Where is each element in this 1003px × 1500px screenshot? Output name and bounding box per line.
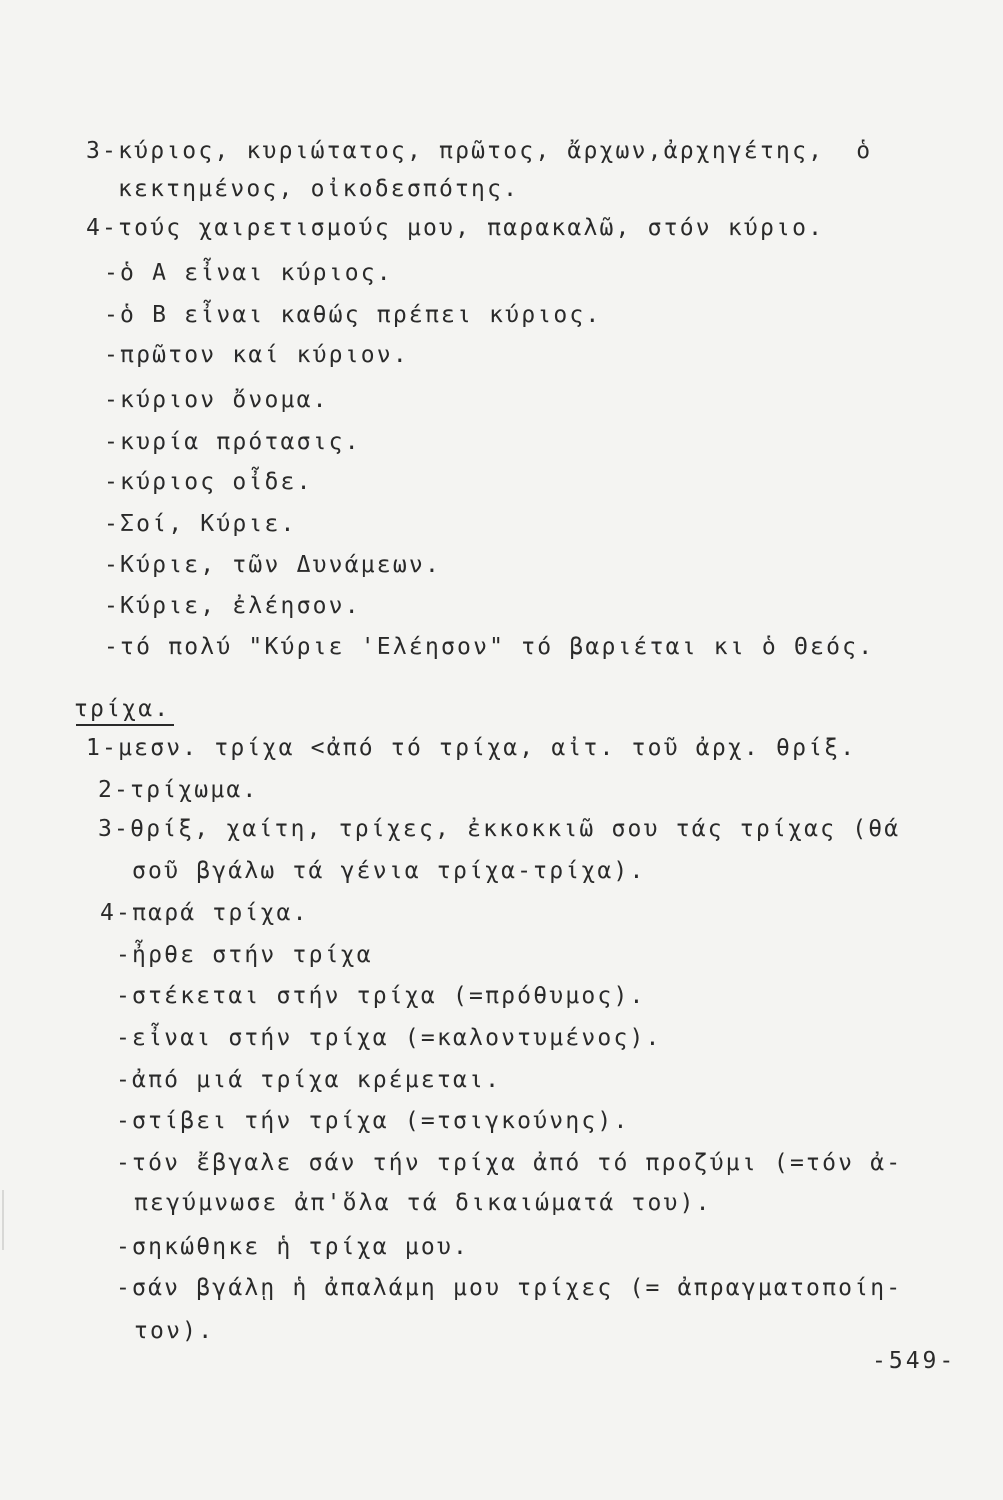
headword-underline <box>76 724 174 726</box>
text-line: 4-τούς χαιρετισμούς μου, παρακαλῶ, στόν κύριο. <box>86 215 825 241</box>
text-line: 4-παρά τρίχα. <box>100 900 309 926</box>
text-line: -ὁ Β εἶναι καθώς πρέπει κύριος. <box>104 302 602 328</box>
text-line: 2-τρίχωμα. <box>98 777 259 803</box>
text-line: -ἀπό μιά τρίχα κρέμεται. <box>116 1067 502 1093</box>
text-line: -ὁ Α εἶναι κύριος. <box>104 260 393 286</box>
text-line: 3-κύριος, κυριώτατος, πρῶτος, ἄρχων,ἀρχηγέτης, ὁ <box>86 138 873 164</box>
text-line: -Κύριε, τῶν Δυνάμεων. <box>104 552 441 578</box>
text-line: -πρῶτον καί κύριον. <box>104 342 409 368</box>
text-line: 3-θρίξ, χαίτη, τρίχες, ἐκκοκκιῶ σου τάς τρίχας (θά <box>98 816 901 842</box>
text-line: -Κύριε, ἐλέησον. <box>104 593 361 619</box>
text-line: -σηκώθηκε ἡ τρίχα μου. <box>116 1234 470 1260</box>
text-line: -εἶναι στήν τρίχα (=καλοντυμένος). <box>116 1025 662 1051</box>
text-line: -τόν ἔβγαλε σάν τήν τρίχα ἀπό τό προζύμι (=τόν ἀ- <box>116 1150 903 1176</box>
binding-edge-mark <box>2 1190 4 1250</box>
text-line: πεγύμνωσε ἀπ'ὅλα τά δικαιώματά του). <box>134 1190 712 1216</box>
text-line: τον). <box>134 1318 215 1344</box>
text-line: -σάν βγάλῃ ἡ ἀπαλάμη μου τρίχες (= ἀπραγματοποίη- <box>116 1275 903 1301</box>
text-line: σοῦ βγάλω τά γένια τρίχα-τρίχα). <box>132 858 646 884</box>
text-line: κεκτημένος, οἰκοδεσπότης. <box>118 176 520 202</box>
text-line: 1-μεσν. τρίχα <ἀπό τό τρίχα, αἰτ. τοῦ ἀρχ. θρίξ. <box>86 735 857 761</box>
text-line: -κυρία πρότασις. <box>104 429 361 455</box>
text-line: -στίβει τήν τρίχα (=τσιγκούνης). <box>116 1108 630 1134</box>
text-line: -στέκεται στήν τρίχα (=πρόθυμος). <box>116 983 646 1009</box>
text-line: -κύριος οἶδε. <box>104 469 313 495</box>
headword: τρίχα. <box>74 696 171 722</box>
text-line: -κύριον ὄνομα. <box>104 387 329 413</box>
text-line: -ἦρθε στήν τρίχα <box>116 942 373 968</box>
text-line: -τό πολύ "Κύριε 'Ελέησον" τό βαριέται κι ὁ Θεός. <box>104 634 875 660</box>
text-line: -Σοί, Κύριε. <box>104 511 297 537</box>
page-number: -549- <box>872 1348 957 1374</box>
